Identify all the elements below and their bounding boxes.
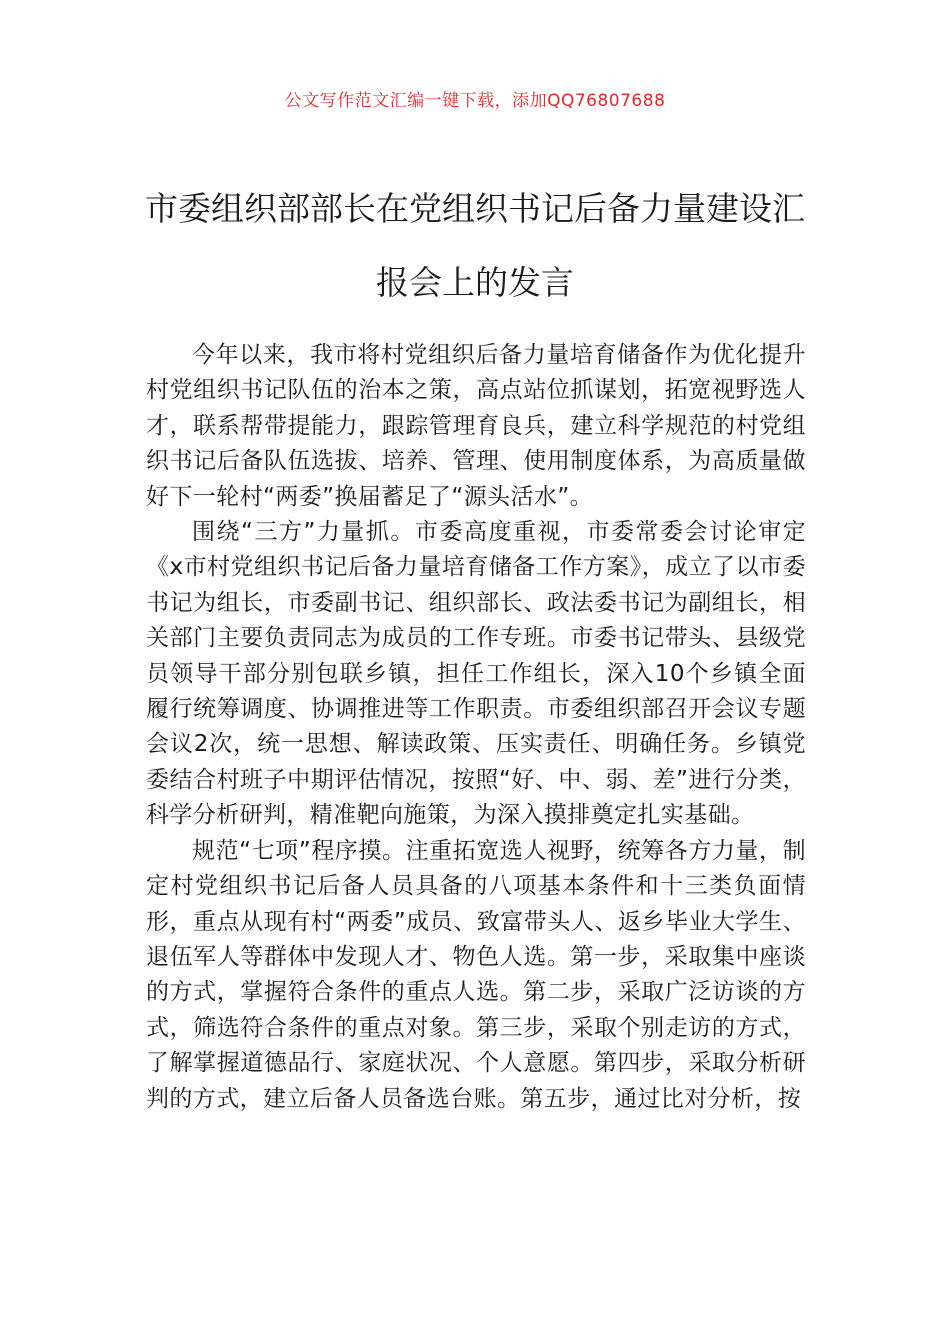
document-title: 市委组织部部长在党组织书记后备力量建设汇报会上的发言	[145, 189, 805, 302]
paragraph-three-forces: 围绕“三方”力量抓。市委高度重视，市委常委会讨论审定《x市村党组织书记后备力量培育储备工作方案》，成立了以市委书记为组长，市委副书记、组织部长、政法委书记为副组长，相关部门主要负责同志为成员的工作专班。市委书记带头、县级党员领导干部分别包联乡镇，担任工作组长，深入10个乡镇全面履行统筹调度、协调推进等工作职责。市委组织部召开会议专题会议2次，统一思想、解读政策、压实责任、明确任务。乡镇党委结合村班子中期评估情况，按照“好、中、弱、差”进行分类，科学分析研判，精准靶向施策，为深入摸排奠定扎实基础。	[146, 519, 806, 829]
document-body	[146, 338, 806, 1117]
paragraph-seven-procedures: 规范“七项”程序摸。注重拓宽选人视野，统筹各方力量，制定村党组织书记后备人员具备的八项基本条件和十三类负面情形，重点从现有村“两委”成员、致富带头人、返乡毕业大学生、退伍军人等群体中发现人才、物色人选。第一步，采取集中座谈的方式，掌握符合条件的重点人选。第二步，采取广泛访谈的方式，筛选符合条件的重点对象。第三步，采取个别走访的方式，了解掌握道德品行、家庭状况、个人意愿。第四步，采取分析研判的方式，建立后备人员备选台账。第五步，通过比对分析，按	[146, 837, 806, 1112]
paragraph-intro: 今年以来，我市将村党组织后备力量培育储备作为优化提升村党组织书记队伍的治本之策，高点站位抓谋划，拓宽视野选人才，联系帮带提能力，跟踪管理育良兵，建立科学规范的村党组织书记后备队伍选拔、培养、管理、使用制度体系，为高质量做好下一轮村“两委”换届蓄足了“源头活水”。	[146, 342, 806, 510]
header-note: 公文写作范文汇编一键下载，添加QQ76807688	[284, 91, 666, 111]
